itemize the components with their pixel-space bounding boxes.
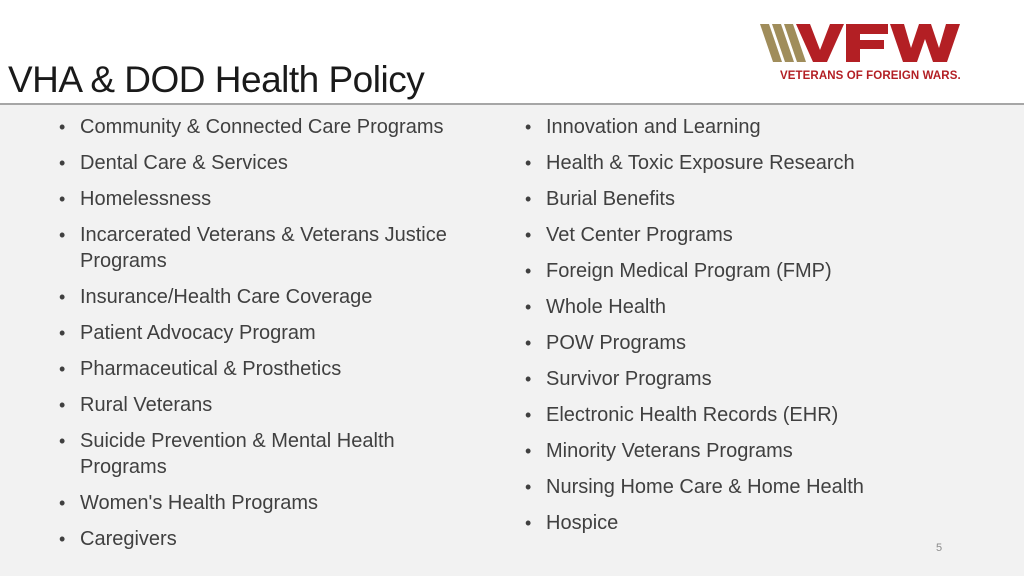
list-item-text: Whole Health <box>546 296 667 318</box>
list-item <box>58 356 478 382</box>
list-item-text: Burial Benefits <box>546 188 675 210</box>
bullet-icon: • <box>525 477 532 497</box>
list-item <box>58 150 478 176</box>
bullet-icon: • <box>59 287 66 307</box>
list-item-text: Survivor Programs <box>546 368 712 390</box>
list-item <box>524 510 944 536</box>
logo-letter-f <box>846 24 888 62</box>
slide-title: VHA & DOD Health Policy <box>8 59 425 100</box>
bullet-icon: • <box>525 333 532 353</box>
list-item <box>58 114 478 140</box>
list-item-text: Minority Veterans Programs <box>546 440 793 462</box>
list-item <box>524 186 944 212</box>
header-divider <box>0 103 1024 105</box>
list-item-text: Health & Toxic Exposure Research <box>546 152 855 174</box>
right-bullet-list <box>524 114 944 546</box>
list-item <box>524 438 944 464</box>
list-item <box>58 186 478 212</box>
bullet-icon: • <box>525 117 532 137</box>
list-item <box>58 428 478 480</box>
list-item-text: Pharmaceutical & Prosthetics <box>80 358 342 380</box>
list-item-text: Vet Center Programs <box>546 224 733 246</box>
bullet-icon: • <box>59 529 66 549</box>
list-item-text: POW Programs <box>546 332 687 354</box>
list-item <box>58 392 478 418</box>
list-item-text: Foreign Medical Program (FMP) <box>546 260 832 282</box>
bullet-icon: • <box>59 117 66 137</box>
bullet-icon: • <box>525 405 532 425</box>
vfw-logo-mark <box>760 22 986 68</box>
list-item-text: Innovation and Learning <box>546 116 761 138</box>
logo-subtitle: VETERANS OF FOREIGN WARS. <box>780 70 961 82</box>
bullet-icon: • <box>525 441 532 461</box>
list-item <box>524 222 944 248</box>
list-item <box>524 402 944 428</box>
list-item <box>58 284 478 310</box>
list-item-text: Rural Veterans <box>80 394 213 416</box>
list-item-text: Incarcerated Veterans & Veterans Justice Programs <box>80 224 447 272</box>
bullet-icon: • <box>525 369 532 389</box>
list-item-text: Patient Advocacy Program <box>80 322 316 344</box>
bullet-icon: • <box>59 395 66 415</box>
bullet-icon: • <box>59 323 66 343</box>
bullet-icon: • <box>59 189 66 209</box>
list-item-text: Electronic Health Records (EHR) <box>546 404 839 426</box>
page-number: 5 <box>936 542 943 554</box>
bullet-icon: • <box>59 493 66 513</box>
list-item-text: Suicide Prevention & Mental Health Programs <box>80 430 395 478</box>
list-item-text: Nursing Home Care & Home Health <box>546 476 864 498</box>
list-item-text: Caregivers <box>80 528 177 550</box>
list-item <box>524 294 944 320</box>
bullet-icon: • <box>59 359 66 379</box>
list-item-text: Women's Health Programs <box>80 492 318 514</box>
bullet-icon: • <box>59 225 66 245</box>
logo-letter-w <box>890 24 960 62</box>
list-item <box>58 490 478 516</box>
bullet-icon: • <box>525 297 532 317</box>
left-bullet-list <box>58 114 478 562</box>
list-item <box>524 330 944 356</box>
list-item-text: Insurance/Health Care Coverage <box>80 286 373 308</box>
list-item <box>58 320 478 346</box>
bullet-icon: • <box>525 225 532 245</box>
bullet-icon: • <box>59 431 66 451</box>
bullet-icon: • <box>59 153 66 173</box>
bullet-icon: • <box>525 189 532 209</box>
list-item <box>524 474 944 500</box>
list-item <box>524 114 944 140</box>
list-item <box>58 222 478 274</box>
list-item-text: Dental Care & Services <box>80 152 288 174</box>
list-item-text: Hospice <box>546 512 619 534</box>
list-item <box>58 526 478 552</box>
list-item <box>524 150 944 176</box>
list-item-text: Community & Connected Care Programs <box>80 116 444 138</box>
vfw-logo <box>760 22 986 88</box>
bullet-icon: • <box>525 153 532 173</box>
bullet-icon: • <box>525 513 532 533</box>
list-item <box>524 366 944 392</box>
list-item <box>524 258 944 284</box>
list-item-text: Homelessness <box>80 188 212 210</box>
bullet-icon: • <box>525 261 532 281</box>
